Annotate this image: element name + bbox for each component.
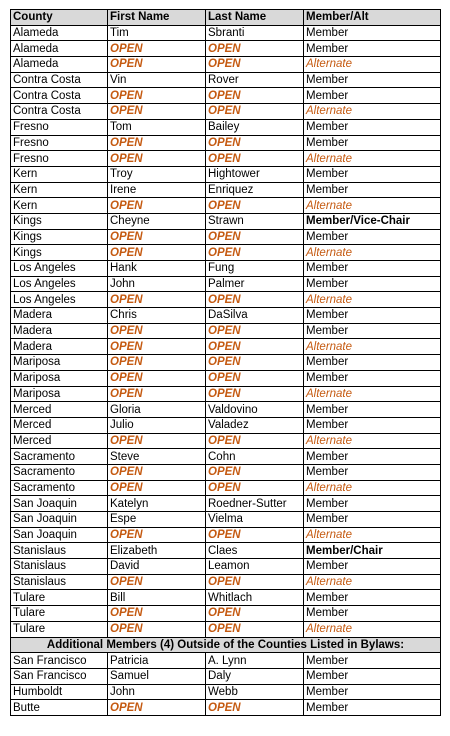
county-cell: San Joaquin [11, 527, 108, 543]
table-row [11, 700, 441, 716]
member-alt-cell: Alternate [304, 151, 441, 167]
first-name-cell: John [108, 684, 206, 700]
table-row [11, 135, 441, 151]
table-row [11, 41, 441, 57]
table-row [11, 668, 441, 684]
member-alt-cell: Member/Vice-Chair [304, 213, 441, 229]
last-name-cell: OPEN [206, 480, 304, 496]
member-alt-cell: Member [304, 512, 441, 528]
member-alt-cell: Member [304, 88, 441, 104]
last-name-cell: OPEN [206, 606, 304, 622]
county-cell: Madera [11, 339, 108, 355]
member-alt-cell: Member [304, 355, 441, 371]
last-name-cell: OPEN [206, 700, 304, 716]
table-row [11, 527, 441, 543]
member-alt-cell: Member [304, 496, 441, 512]
last-name-cell: OPEN [206, 151, 304, 167]
member-alt-cell: Member [304, 41, 441, 57]
table-row [11, 355, 441, 371]
table-row [11, 480, 441, 496]
column-header-member-alt: Member/Alt [304, 10, 441, 26]
county-cell: Fresno [11, 151, 108, 167]
first-name-cell: Hank [108, 261, 206, 277]
first-name-cell: Espe [108, 512, 206, 528]
county-cell: Kern [11, 166, 108, 182]
table-row [11, 308, 441, 324]
roster-body [11, 25, 441, 637]
county-cell: Fresno [11, 119, 108, 135]
county-cell: Merced [11, 417, 108, 433]
first-name-cell: Katelyn [108, 496, 206, 512]
first-name-cell: Vin [108, 72, 206, 88]
first-name-cell: OPEN [108, 355, 206, 371]
county-cell: San Francisco [11, 653, 108, 669]
member-alt-cell: Member [304, 135, 441, 151]
first-name-cell: Steve [108, 449, 206, 465]
member-alt-cell: Member [304, 700, 441, 716]
county-cell: Contra Costa [11, 88, 108, 104]
first-name-cell: OPEN [108, 621, 206, 637]
last-name-cell: Bailey [206, 119, 304, 135]
member-alt-cell: Member [304, 229, 441, 245]
table-row [11, 543, 441, 559]
member-alt-cell: Member [304, 417, 441, 433]
first-name-cell: OPEN [108, 292, 206, 308]
table-row [11, 402, 441, 418]
member-alt-cell: Member [304, 25, 441, 41]
first-name-cell: John [108, 276, 206, 292]
table-row [11, 559, 441, 575]
member-alt-cell: Alternate [304, 480, 441, 496]
last-name-cell: Leamon [206, 559, 304, 575]
first-name-cell: OPEN [108, 464, 206, 480]
last-name-cell: Whitlach [206, 590, 304, 606]
first-name-cell: OPEN [108, 88, 206, 104]
member-alt-cell: Alternate [304, 245, 441, 261]
member-alt-cell: Alternate [304, 386, 441, 402]
last-name-cell: OPEN [206, 464, 304, 480]
last-name-cell: OPEN [206, 621, 304, 637]
member-alt-cell: Member [304, 464, 441, 480]
county-cell: Mariposa [11, 386, 108, 402]
member-alt-cell: Member [304, 72, 441, 88]
county-cell: Stanislaus [11, 574, 108, 590]
first-name-cell: OPEN [108, 527, 206, 543]
table-row [11, 261, 441, 277]
first-name-cell: OPEN [108, 104, 206, 120]
member-alt-cell: Member [304, 261, 441, 277]
last-name-cell: OPEN [206, 88, 304, 104]
county-cell: Stanislaus [11, 543, 108, 559]
additional-members-heading: Additional Members (4) Outside of the Counties Listed in Bylaws: [11, 637, 441, 653]
first-name-cell: Elizabeth [108, 543, 206, 559]
county-cell: Butte [11, 700, 108, 716]
county-cell: Sacramento [11, 449, 108, 465]
county-cell: Kings [11, 245, 108, 261]
county-cell: Merced [11, 402, 108, 418]
first-name-cell: Tim [108, 25, 206, 41]
member-alt-cell: Member [304, 276, 441, 292]
table-row [11, 496, 441, 512]
last-name-cell: Strawn [206, 213, 304, 229]
table-row [11, 104, 441, 120]
member-alt-cell: Member [304, 606, 441, 622]
county-cell: Madera [11, 323, 108, 339]
table-row [11, 198, 441, 214]
member-alt-cell: Alternate [304, 527, 441, 543]
county-cell: Kern [11, 198, 108, 214]
column-header-last-name: Last Name [206, 10, 304, 26]
additional-members-heading-row [11, 637, 441, 653]
county-cell: Mariposa [11, 355, 108, 371]
last-name-cell: Roedner-Sutter [206, 496, 304, 512]
county-cell: Los Angeles [11, 276, 108, 292]
last-name-cell: Sbranti [206, 25, 304, 41]
first-name-cell: OPEN [108, 135, 206, 151]
last-name-cell: OPEN [206, 370, 304, 386]
member-alt-cell: Member [304, 590, 441, 606]
county-cell: Kern [11, 182, 108, 198]
county-cell: Sacramento [11, 480, 108, 496]
last-name-cell: Webb [206, 684, 304, 700]
member-alt-cell: Member [304, 684, 441, 700]
last-name-cell: Daly [206, 668, 304, 684]
member-alt-cell: Member [304, 559, 441, 575]
last-name-cell: OPEN [206, 574, 304, 590]
member-alt-cell: Member [304, 402, 441, 418]
table-row [11, 166, 441, 182]
last-name-cell: Enriquez [206, 182, 304, 198]
last-name-cell: OPEN [206, 198, 304, 214]
member-alt-cell: Member [304, 182, 441, 198]
county-cell: Tulare [11, 621, 108, 637]
first-name-cell: OPEN [108, 370, 206, 386]
table-row [11, 339, 441, 355]
member-alt-cell: Member [304, 323, 441, 339]
first-name-cell: OPEN [108, 606, 206, 622]
first-name-cell: OPEN [108, 245, 206, 261]
county-cell: Alameda [11, 41, 108, 57]
member-alt-cell: Alternate [304, 104, 441, 120]
last-name-cell: OPEN [206, 104, 304, 120]
county-cell: Alameda [11, 57, 108, 73]
county-cell: Tulare [11, 606, 108, 622]
county-cell: Alameda [11, 25, 108, 41]
first-name-cell: OPEN [108, 574, 206, 590]
table-row [11, 88, 441, 104]
member-alt-cell: Alternate [304, 292, 441, 308]
member-alt-cell: Alternate [304, 621, 441, 637]
additional-members-section [11, 637, 441, 653]
table-row [11, 119, 441, 135]
table-row [11, 25, 441, 41]
first-name-cell: OPEN [108, 323, 206, 339]
table-row [11, 72, 441, 88]
table-row [11, 449, 441, 465]
table-row [11, 323, 441, 339]
county-cell: Merced [11, 433, 108, 449]
first-name-cell: OPEN [108, 339, 206, 355]
county-cell: Contra Costa [11, 72, 108, 88]
first-name-cell: OPEN [108, 57, 206, 73]
member-alt-cell: Alternate [304, 57, 441, 73]
table-row [11, 621, 441, 637]
last-name-cell: OPEN [206, 355, 304, 371]
last-name-cell: Valdovino [206, 402, 304, 418]
table-row [11, 653, 441, 669]
last-name-cell: A. Lynn [206, 653, 304, 669]
member-roster-table [10, 9, 441, 716]
last-name-cell: OPEN [206, 323, 304, 339]
last-name-cell: OPEN [206, 229, 304, 245]
first-name-cell: Irene [108, 182, 206, 198]
last-name-cell: OPEN [206, 135, 304, 151]
county-cell: Madera [11, 308, 108, 324]
table-row [11, 590, 441, 606]
table-row [11, 213, 441, 229]
table-row [11, 57, 441, 73]
column-header-first-name: First Name [108, 10, 206, 26]
last-name-cell: OPEN [206, 41, 304, 57]
table-row [11, 684, 441, 700]
first-name-cell: Chris [108, 308, 206, 324]
first-name-cell: OPEN [108, 433, 206, 449]
last-name-cell: Valadez [206, 417, 304, 433]
table-row [11, 574, 441, 590]
table-row [11, 151, 441, 167]
member-alt-cell: Alternate [304, 574, 441, 590]
first-name-cell: OPEN [108, 386, 206, 402]
first-name-cell: Troy [108, 166, 206, 182]
last-name-cell: OPEN [206, 245, 304, 261]
table-row [11, 182, 441, 198]
last-name-cell: Palmer [206, 276, 304, 292]
last-name-cell: OPEN [206, 527, 304, 543]
member-alt-cell: Member [304, 653, 441, 669]
member-alt-cell: Member [304, 166, 441, 182]
county-cell: Humboldt [11, 684, 108, 700]
last-name-cell: Fung [206, 261, 304, 277]
county-cell: San Joaquin [11, 512, 108, 528]
county-cell: Stanislaus [11, 559, 108, 575]
table-row [11, 433, 441, 449]
first-name-cell: OPEN [108, 229, 206, 245]
county-cell: Tulare [11, 590, 108, 606]
member-alt-cell: Alternate [304, 433, 441, 449]
column-header-county: County [11, 10, 108, 26]
table-row [11, 370, 441, 386]
last-name-cell: OPEN [206, 386, 304, 402]
last-name-cell: Hightower [206, 166, 304, 182]
table-row [11, 464, 441, 480]
table-row [11, 606, 441, 622]
first-name-cell: Patricia [108, 653, 206, 669]
first-name-cell: OPEN [108, 151, 206, 167]
member-alt-cell: Member [304, 668, 441, 684]
county-cell: Los Angeles [11, 261, 108, 277]
last-name-cell: DaSilva [206, 308, 304, 324]
first-name-cell: OPEN [108, 700, 206, 716]
table-row [11, 276, 441, 292]
county-cell: Fresno [11, 135, 108, 151]
member-alt-cell: Member [304, 370, 441, 386]
table-row [11, 417, 441, 433]
county-cell: Sacramento [11, 464, 108, 480]
last-name-cell: Cohn [206, 449, 304, 465]
county-cell: Kings [11, 229, 108, 245]
first-name-cell: Julio [108, 417, 206, 433]
last-name-cell: Rover [206, 72, 304, 88]
first-name-cell: Samuel [108, 668, 206, 684]
additional-members-body [11, 653, 441, 716]
table-row [11, 386, 441, 402]
last-name-cell: OPEN [206, 57, 304, 73]
last-name-cell: OPEN [206, 292, 304, 308]
member-alt-cell: Member [304, 119, 441, 135]
member-alt-cell: Member [304, 449, 441, 465]
table-row [11, 229, 441, 245]
table-row [11, 292, 441, 308]
first-name-cell: OPEN [108, 480, 206, 496]
first-name-cell: David [108, 559, 206, 575]
member-alt-cell: Member/Chair [304, 543, 441, 559]
county-cell: San Francisco [11, 668, 108, 684]
county-cell: Contra Costa [11, 104, 108, 120]
first-name-cell: Cheyne [108, 213, 206, 229]
member-alt-cell: Alternate [304, 339, 441, 355]
header-row [11, 10, 441, 26]
county-cell: San Joaquin [11, 496, 108, 512]
first-name-cell: Tom [108, 119, 206, 135]
table-row [11, 245, 441, 261]
county-cell: Kings [11, 213, 108, 229]
first-name-cell: OPEN [108, 198, 206, 214]
last-name-cell: OPEN [206, 339, 304, 355]
county-cell: Los Angeles [11, 292, 108, 308]
last-name-cell: Claes [206, 543, 304, 559]
first-name-cell: Bill [108, 590, 206, 606]
table-row [11, 512, 441, 528]
county-cell: Mariposa [11, 370, 108, 386]
last-name-cell: Vielma [206, 512, 304, 528]
first-name-cell: Gloria [108, 402, 206, 418]
member-alt-cell: Alternate [304, 198, 441, 214]
first-name-cell: OPEN [108, 41, 206, 57]
member-alt-cell: Member [304, 308, 441, 324]
last-name-cell: OPEN [206, 433, 304, 449]
